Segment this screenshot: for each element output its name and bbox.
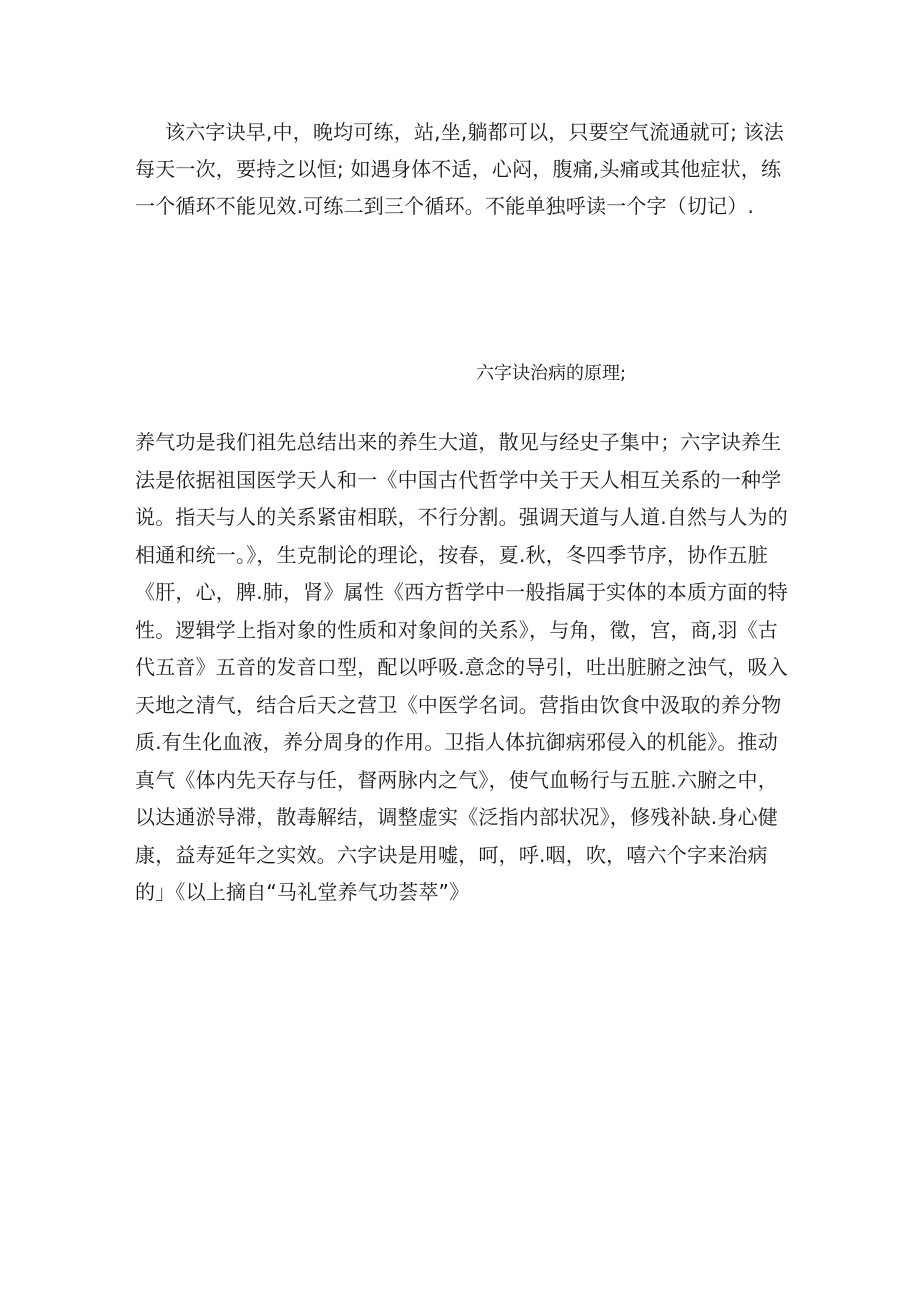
principle-paragraph: 养气功是我们祖先总结出来的养生大道，散见与经史子集中；六字诀养生法是依据祖国医学天人和一《中国古代哲学中关于天人相互关系的一种学说。指天与人的关系紧宙相联，不行分割。强调天道与人道.自然与人为的相通和统一。》，生克制论的理论，按春，夏.秋，冬四季节序，协作五脏《肝，心，脾.肺，肾》属性《西方哲学中一般指属于实体的本质方面的特性。逻辑学上指对象的性质和对象间的关系》，与角，徵，宫，商,羽《古代五音》五音的发音口型，配以呼吸.意念的导引，吐出脏腑之浊气，吸入天地之清气，结合后天之营卫《中医学名词。营指由饮食中汲取的养分物质.有生化血液，养分周身的作用。卫指人体抗御病邪侵入的机能》。推动真气《体内先天存与任，督两脉内之气》，使气血畅行与五脏.六腑之中，以达通淤导滞，散毒解结，调整虚实《泛指内部状况》，修残补缺.身心健康，益寿延年之实效。六字诀是用嘘，呵，呼.咽，吹，嘻六个字来治病的」《以上摘自“马礼堂养气功荟萃”》 [135,430,788,904]
intro-paragraph: 该六字诀早,中，晚均可练，站,坐,躺都可以，只要空气流通就可; 该法每天一次，要持之以恒; 如遇身体不适，心闷，腹痛,头痛或其他症状，练一个循环不能见效.可练二到三个循环。不能单独呼读一个字（切记）. [135,120,784,218]
section-heading: 六字诀治病的原理; [476,363,627,384]
